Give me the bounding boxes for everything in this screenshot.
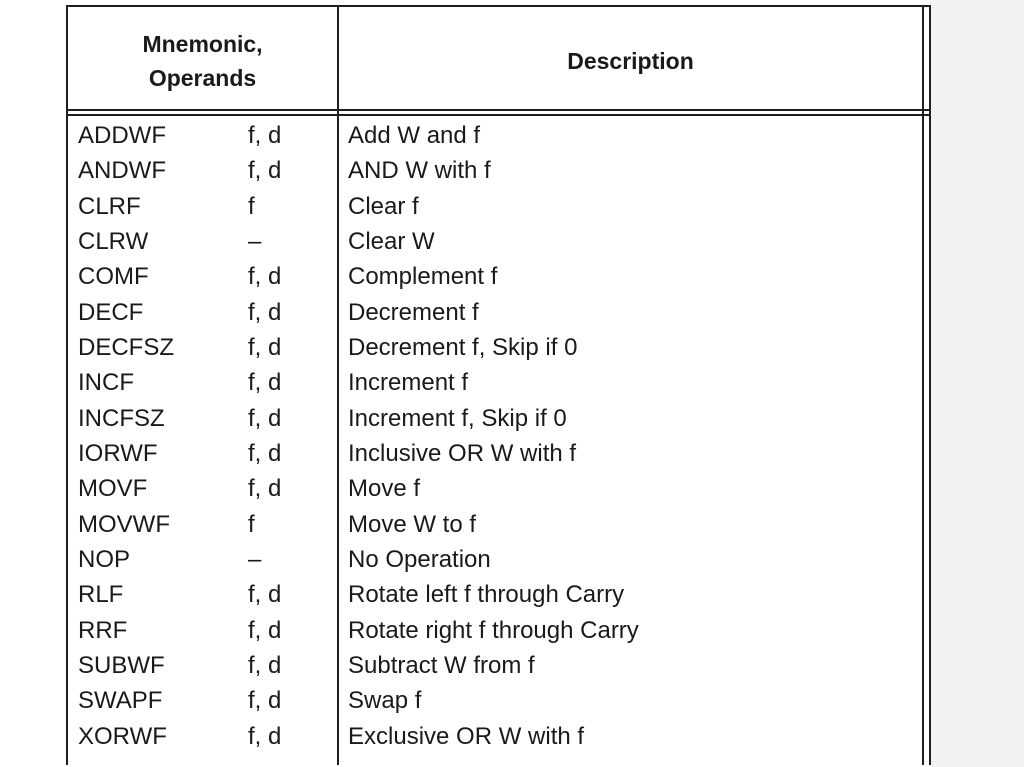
description-cell: Clear W xyxy=(348,227,435,255)
operands-cell: f xyxy=(248,192,255,220)
mnemonic-cell: ANDWF xyxy=(78,157,166,185)
header-description: Description xyxy=(567,48,694,74)
table-row xyxy=(0,401,930,436)
table-row xyxy=(0,719,930,754)
header-separator-top xyxy=(66,109,931,111)
operands-cell: f, d xyxy=(248,722,282,750)
table-row xyxy=(0,118,930,153)
operands-cell: – xyxy=(248,227,262,255)
table-row xyxy=(0,648,930,683)
table-row xyxy=(0,507,930,542)
operands-cell: f, d xyxy=(248,687,282,715)
mnemonic-cell: SWAPF xyxy=(78,687,163,715)
description-cell: Rotate left f through Carry xyxy=(348,581,625,609)
description-cell: Exclusive OR W with f xyxy=(348,722,585,750)
header-operands-label: Operands xyxy=(148,65,257,91)
table-row xyxy=(0,365,930,400)
mnemonic-cell: MOVWF xyxy=(78,510,170,538)
operands-cell: f, d xyxy=(248,439,282,467)
description-cell: Add W and f xyxy=(348,122,481,149)
mnemonic-cell: DECFSZ xyxy=(78,333,174,361)
operands-cell: f, d xyxy=(248,475,282,503)
operands-cell: f, d xyxy=(248,333,282,361)
description-cell: No Operation xyxy=(348,545,491,573)
mnemonic-cell: INCFSZ xyxy=(78,404,165,432)
header-mnemonic-operands xyxy=(68,27,337,95)
operands-cell: f, d xyxy=(248,616,282,644)
description-cell: Clear f xyxy=(348,192,419,220)
table-row xyxy=(0,153,930,188)
mnemonic-cell: IORWF xyxy=(78,439,158,467)
mnemonic-cell: INCF xyxy=(78,369,134,397)
description-cell: Decrement f, Skip if 0 xyxy=(348,333,578,361)
header-mnemonic-label: Mnemonic, xyxy=(142,31,263,57)
mnemonic-cell: XORWF xyxy=(78,722,167,750)
mnemonic-cell: CLRW xyxy=(78,227,149,255)
description-cell: Move f xyxy=(348,475,421,503)
mnemonic-cell: COMF xyxy=(78,263,149,291)
mnemonic-cell: CLRF xyxy=(78,192,141,220)
mnemonic-cell: SUBWF xyxy=(78,651,165,679)
mnemonic-cell: MOVF xyxy=(78,475,148,503)
table-row xyxy=(0,330,930,365)
mnemonic-cell: RRF xyxy=(78,616,128,644)
operands-cell: f, d xyxy=(248,263,282,291)
operands-cell: – xyxy=(248,545,262,573)
description-cell: Decrement f xyxy=(348,298,479,326)
description-cell: Increment f, Skip if 0 xyxy=(348,404,567,432)
table-row xyxy=(0,577,930,612)
table-row xyxy=(0,683,930,718)
description-cell: Inclusive OR W with f xyxy=(348,439,577,467)
table-top-border xyxy=(66,5,929,7)
table-row xyxy=(0,613,930,648)
operands-cell: f, d xyxy=(248,404,282,432)
description-cell: Rotate right f through Carry xyxy=(348,616,639,644)
operands-cell: f, d xyxy=(248,369,282,397)
table-row xyxy=(0,471,930,506)
header-separator-bottom xyxy=(66,114,931,116)
table-row xyxy=(0,542,930,577)
description-cell: Increment f xyxy=(348,369,469,397)
operands-cell: f, d xyxy=(248,651,282,679)
page-edge xyxy=(930,0,1024,767)
description-cell: Move W to f xyxy=(348,510,477,538)
description-cell: Swap f xyxy=(348,687,422,715)
mnemonic-cell: DECF xyxy=(78,298,144,326)
mnemonic-cell: NOP xyxy=(78,545,131,573)
operands-cell: f, d xyxy=(248,157,282,185)
mnemonic-cell: ADDWF xyxy=(78,122,166,149)
table-row xyxy=(0,189,930,224)
operands-cell: f, d xyxy=(248,298,282,326)
operands-cell: f, d xyxy=(248,122,282,149)
table-row xyxy=(0,259,930,294)
description-cell: Complement f xyxy=(348,263,498,291)
table-row xyxy=(0,224,930,259)
description-cell: AND W with f xyxy=(348,157,491,185)
description-cell: Subtract W from f xyxy=(348,651,535,679)
operands-cell: f, d xyxy=(248,581,282,609)
table-row xyxy=(0,436,930,471)
mnemonic-cell: RLF xyxy=(78,581,124,609)
table-row xyxy=(0,295,930,330)
operands-cell: f xyxy=(248,510,255,538)
table-body xyxy=(0,118,930,754)
